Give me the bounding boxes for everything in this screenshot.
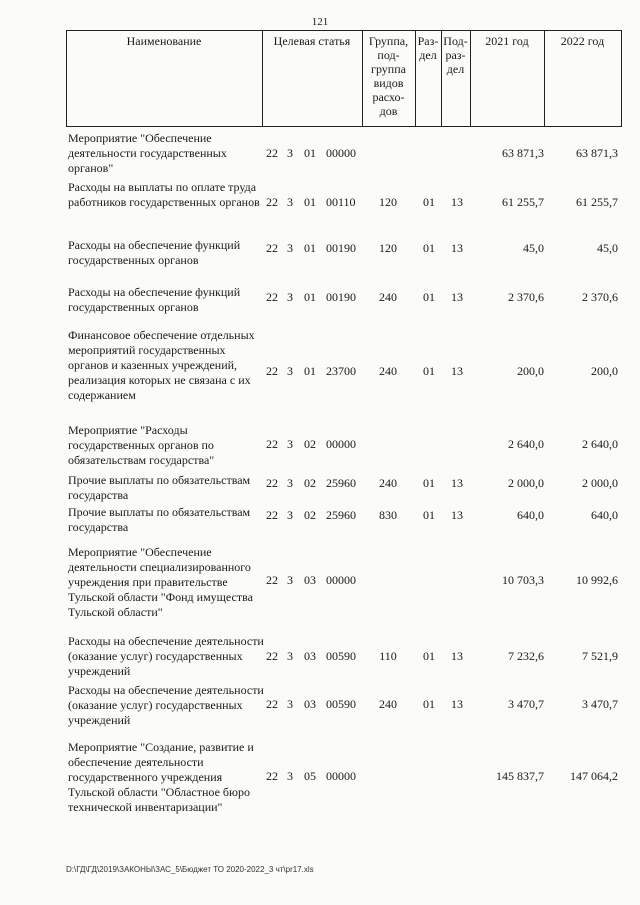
- target-part-4: 00590: [326, 649, 356, 663]
- target-part-1: 22: [266, 649, 278, 663]
- subsection-code: 13: [451, 290, 463, 304]
- section-code: 01: [423, 649, 435, 663]
- row-name: Расходы на обеспечение деятельности (оказание услуг) государственных учреждений: [68, 683, 264, 727]
- header-subsection-line: дел: [446, 62, 465, 76]
- row-name: Мероприятие "Создание, развитие и обеспечение деятельности государственного учреждения Тульской области "Областное бюро технической инвентаризации": [68, 740, 254, 814]
- value-2021: 3 470,7: [508, 697, 544, 711]
- target-part-2: 3: [287, 241, 293, 255]
- value-2021: 640,0: [517, 508, 544, 522]
- target-part-2: 3: [287, 508, 293, 522]
- target-part-4: 00110: [326, 195, 356, 209]
- target-part-2: 3: [287, 195, 293, 209]
- value-2021: 61 255,7: [502, 195, 544, 209]
- value-2022: 640,0: [591, 508, 618, 522]
- value-2022: 61 255,7: [576, 195, 618, 209]
- row-name: Расходы на обеспечение функций государственных органов: [68, 238, 241, 267]
- target-part-1: 22: [266, 437, 278, 451]
- row-name: Финансовое обеспечение отдельных мероприятий государственных органов и казенных учреждений, реализация которых не связана с их содержанием: [68, 328, 255, 402]
- header-2022: 2022 год: [560, 34, 605, 48]
- header-target: Целевая статья: [273, 34, 351, 48]
- target-part-3: 01: [304, 146, 316, 160]
- section-code: 01: [423, 476, 435, 490]
- value-2022: 7 521,9: [582, 649, 618, 663]
- subsection-code: 13: [451, 508, 463, 522]
- group-code: 240: [379, 697, 397, 711]
- target-part-4: 00590: [326, 697, 356, 711]
- section-code: 01: [423, 508, 435, 522]
- value-2021: 200,0: [517, 364, 544, 378]
- value-2022: 147 064,2: [570, 769, 618, 783]
- file-path-footer: D:\ГД\ГД\2019\ЗАКОНЫ\ЗАС_5\Бюджет ТО 2020-2022_3 чт\pr17.xls: [66, 865, 314, 874]
- value-2021: 2 370,6: [508, 290, 544, 304]
- group-code: 240: [379, 364, 397, 378]
- value-2022: 3 470,7: [582, 697, 618, 711]
- row-name: Мероприятие "Расходы государственных органов по обязательствам государства": [68, 423, 215, 467]
- group-code: 240: [379, 290, 397, 304]
- value-2021: 2 000,0: [508, 476, 544, 490]
- section-code: 01: [423, 241, 435, 255]
- subsection-code: 13: [451, 195, 463, 209]
- target-part-2: 3: [287, 364, 293, 378]
- target-part-3: 01: [304, 241, 316, 255]
- section-code: 01: [423, 290, 435, 304]
- target-part-3: 01: [304, 290, 316, 304]
- target-part-3: 03: [304, 649, 316, 663]
- target-part-4: 00000: [326, 146, 356, 160]
- target-part-1: 22: [266, 290, 278, 304]
- value-2021: 45,0: [523, 241, 544, 255]
- value-2021: 7 232,6: [508, 649, 544, 663]
- target-part-2: 3: [287, 476, 293, 490]
- header-subsection-line: раз-: [445, 48, 466, 62]
- col-border: [621, 30, 622, 126]
- target-part-3: 01: [304, 195, 316, 209]
- target-part-1: 22: [266, 697, 278, 711]
- page-number: 121: [311, 16, 329, 28]
- header-subsection-line: Под-: [443, 34, 468, 48]
- subsection-code: 13: [451, 649, 463, 663]
- row-name: Мероприятие "Обеспечение деятельности государственных органов": [68, 131, 227, 175]
- target-part-1: 22: [266, 364, 278, 378]
- target-part-4: 00190: [326, 290, 356, 304]
- value-2022: 200,0: [591, 364, 618, 378]
- target-part-4: 23700: [326, 364, 356, 378]
- target-part-3: 02: [304, 508, 316, 522]
- row-name: Прочие выплаты по обязательствам государства: [68, 473, 251, 502]
- subsection-code: 13: [451, 476, 463, 490]
- target-part-2: 3: [287, 769, 293, 783]
- value-2021: 2 640,0: [508, 437, 544, 451]
- target-part-2: 3: [287, 437, 293, 451]
- value-2021: 10 703,3: [502, 573, 544, 587]
- header-group-line: дов: [379, 104, 398, 118]
- group-code: 120: [379, 241, 397, 255]
- target-part-1: 22: [266, 241, 278, 255]
- section-code: 01: [423, 364, 435, 378]
- header-group-line: под-: [377, 48, 400, 62]
- target-part-4: 00000: [326, 769, 356, 783]
- target-part-1: 22: [266, 195, 278, 209]
- header-subsection: [441, 34, 470, 76]
- header-bottom-border: [66, 126, 622, 127]
- target-part-2: 3: [287, 146, 293, 160]
- target-part-4: 00000: [326, 573, 356, 587]
- value-2022: 2 000,0: [582, 476, 618, 490]
- value-2022: 45,0: [597, 241, 618, 255]
- header-section-line: дел: [419, 48, 437, 62]
- row-name: Мероприятие "Обеспечение деятельности специализированного учреждения при правительстве Тульской области "Фонд имущества Тульской области": [68, 545, 253, 619]
- value-2022: 10 992,6: [576, 573, 618, 587]
- subsection-code: 13: [451, 697, 463, 711]
- group-code: 120: [379, 195, 397, 209]
- header-name: Наименование: [126, 34, 202, 48]
- target-part-3: 02: [304, 437, 316, 451]
- value-2022: 63 871,3: [576, 146, 618, 160]
- target-part-3: 03: [304, 697, 316, 711]
- subsection-code: 13: [451, 364, 463, 378]
- target-part-2: 3: [287, 649, 293, 663]
- target-part-2: 3: [287, 573, 293, 587]
- row-name: Расходы на обеспечение деятельности (оказание услуг) государственных учреждений: [68, 634, 264, 678]
- target-part-4: 25960: [326, 476, 356, 490]
- header-section: [415, 34, 441, 62]
- target-part-3: 03: [304, 573, 316, 587]
- target-part-3: 05: [304, 769, 316, 783]
- header-group-line: видов: [373, 76, 404, 90]
- value-2022: 2 370,6: [582, 290, 618, 304]
- row-name: Расходы на выплаты по оплате труда работников государственных органов: [68, 180, 260, 209]
- header-group-line: группа: [371, 62, 406, 76]
- target-part-4: 25960: [326, 508, 356, 522]
- header-section-line: Раз-: [417, 34, 439, 48]
- value-2021: 145 837,7: [496, 769, 544, 783]
- row-name: Расходы на обеспечение функций государственных органов: [68, 285, 241, 314]
- target-part-1: 22: [266, 476, 278, 490]
- subsection-code: 13: [451, 241, 463, 255]
- target-part-1: 22: [266, 573, 278, 587]
- group-code: 240: [379, 476, 397, 490]
- target-part-1: 22: [266, 508, 278, 522]
- group-code: 110: [379, 649, 397, 663]
- target-part-2: 3: [287, 290, 293, 304]
- header-group-line: расхо-: [372, 90, 405, 104]
- group-code: 830: [379, 508, 397, 522]
- target-part-4: 00190: [326, 241, 356, 255]
- section-code: 01: [423, 195, 435, 209]
- row-name: Прочие выплаты по обязательствам государства: [68, 505, 251, 534]
- target-part-1: 22: [266, 146, 278, 160]
- header-group: [362, 34, 415, 118]
- header-2021: 2021 год: [485, 34, 529, 48]
- target-part-1: 22: [266, 769, 278, 783]
- target-part-4: 00000: [326, 437, 356, 451]
- value-2021: 63 871,3: [502, 146, 544, 160]
- value-2022: 2 640,0: [582, 437, 618, 451]
- target-part-3: 01: [304, 364, 316, 378]
- target-part-3: 02: [304, 476, 316, 490]
- section-code: 01: [423, 697, 435, 711]
- target-part-2: 3: [287, 697, 293, 711]
- header-group-line: Группа,: [368, 34, 409, 48]
